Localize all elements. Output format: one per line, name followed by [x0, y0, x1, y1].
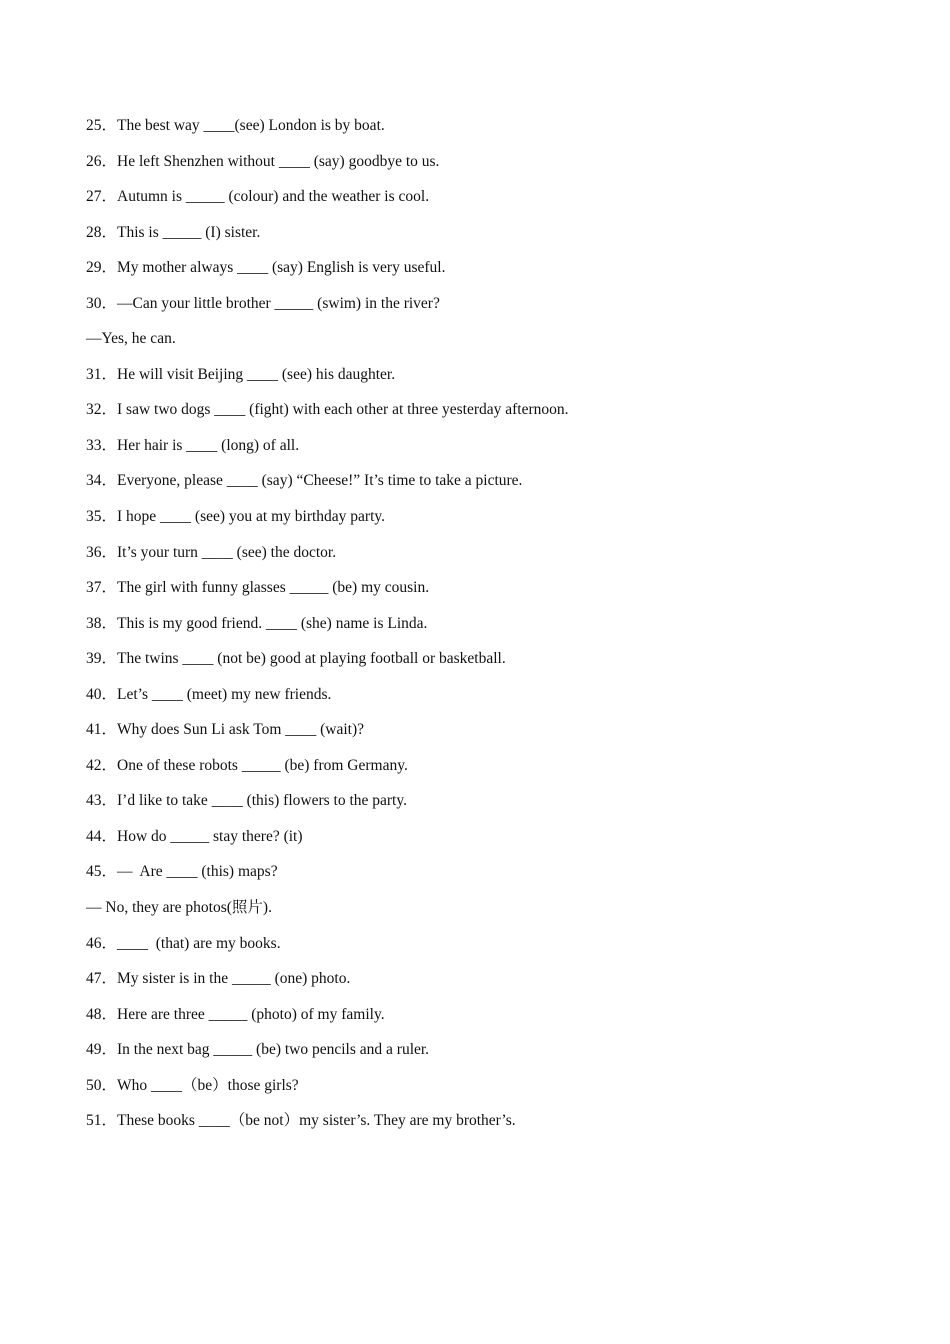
exercise-item: 46．____ (that) are my books.: [86, 934, 281, 952]
exercise-item: 45．— Are ____ (this) maps?: [86, 863, 278, 881]
exercise-item: 38．This is my good friend. ____ (she) name is Linda.: [86, 614, 428, 632]
exercise-list: [86, 115, 886, 1146]
exercise-item: 29．My mother always ____ (say) English is very useful.: [86, 259, 446, 277]
exercise-item: 32．I saw two dogs ____ (fight) with each other at three yesterday afternoon.: [86, 401, 569, 419]
exercise-item: 39．The twins ____ (not be) good at playing football or basketball.: [86, 650, 506, 668]
exercise-answer-line: — No, they are photos(照片).: [86, 899, 272, 917]
exercise-item: 34．Everyone, please ____ (say) “Cheese!” It’s time to take a picture.: [86, 472, 523, 490]
exercise-item: 30．—Can your little brother _____ (swim) in the river?: [86, 294, 440, 312]
exercise-item: 25．The best way ____(see) London is by boat.: [86, 117, 385, 134]
exercise-item: 47．My sister is in the _____ (one) photo.: [86, 970, 351, 988]
exercise-item: 42．One of these robots _____ (be) from Germany.: [86, 756, 408, 774]
exercise-item: 41．Why does Sun Li ask Tom ____ (wait)?: [86, 721, 365, 739]
exercise-item: 49．In the next bag _____ (be) two pencils and a ruler.: [86, 1041, 430, 1059]
exercise-item: 28．This is _____ (I) sister.: [86, 223, 261, 241]
exercise-item: 35．I hope ____ (see) you at my birthday party.: [86, 508, 386, 526]
exercise-item: 26．He left Shenzhen without ____ (say) goodbye to us.: [86, 152, 440, 170]
exercise-item: 37．The girl with funny glasses _____ (be) my cousin.: [86, 579, 430, 597]
exercise-item: 44．How do _____ stay there? (it): [86, 827, 303, 845]
exercise-item: 43．I’d like to take ____ (this) flowers to the party.: [86, 792, 407, 810]
exercise-item: 31．He will visit Beijing ____ (see) his daughter.: [86, 365, 396, 383]
exercise-answer-line: —Yes, he can.: [86, 330, 176, 348]
exercise-item: 40．Let’s ____ (meet) my new friends.: [86, 685, 332, 703]
exercise-item: 27．Autumn is _____ (colour) and the weather is cool.: [86, 188, 430, 206]
exercise-item: 50．Who ____（be）those girls?: [86, 1076, 299, 1094]
exercise-item: 33．Her hair is ____ (long) of all.: [86, 436, 300, 454]
exercise-item: 51．These books ____（be not）my sister’s. They are my brother’s.: [86, 1112, 516, 1130]
exercise-item: 36．It’s your turn ____ (see) the doctor.: [86, 543, 337, 561]
exercise-item: 48．Here are three _____ (photo) of my family.: [86, 1005, 385, 1023]
